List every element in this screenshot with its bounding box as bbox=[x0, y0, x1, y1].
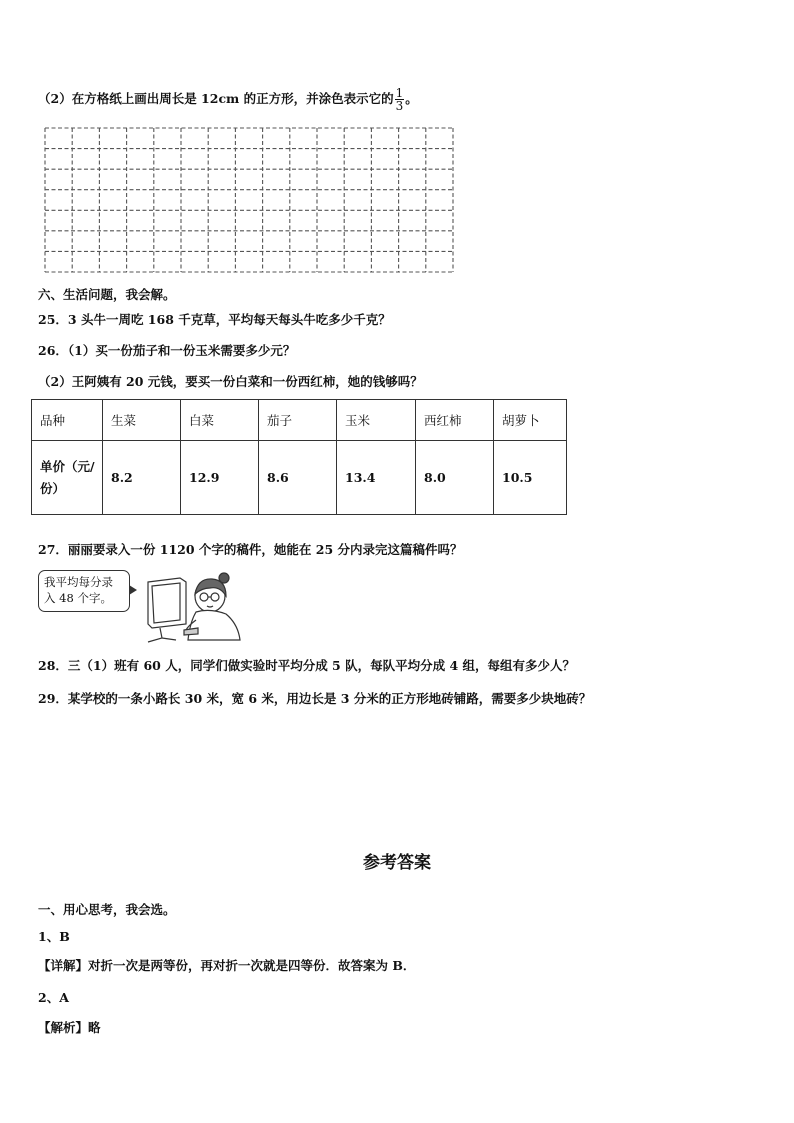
table-header-cell: 西红柿 bbox=[416, 400, 494, 441]
answer-1: 1、B bbox=[38, 929, 70, 944]
section-heading-life-problems: 六、生活问题，我会解。 bbox=[38, 287, 176, 302]
table-header-cell: 生菜 bbox=[103, 400, 181, 441]
table-cell: 10.5 bbox=[494, 441, 567, 515]
answer-2: 2、A bbox=[38, 990, 69, 1005]
question-26-part2: （2）王阿姨有 20 元钱，要买一份白菜和一份西红柿，她的钱够吗？ bbox=[38, 374, 423, 389]
question-27: 27．丽丽要录入一份 1120 个字的稿件，她能在 25 分内录完这篇稿件吗？ bbox=[38, 542, 463, 557]
table-header-cell: 茄子 bbox=[259, 400, 337, 441]
bubble-line2: 入 48 个字。 bbox=[44, 591, 112, 605]
table-header-cell: 品种 bbox=[32, 400, 103, 441]
table-header-cell: 玉米 bbox=[337, 400, 416, 441]
table-cell: 12.9 bbox=[181, 441, 259, 515]
answer-2-detail: 【解析】略 bbox=[38, 1020, 101, 1035]
table-header-cell: 胡萝卜 bbox=[494, 400, 567, 441]
table-header-cell: 白菜 bbox=[181, 400, 259, 441]
table-cell: 8.6 bbox=[259, 441, 337, 515]
fraction-numerator: 1 bbox=[395, 86, 404, 100]
table-header-row bbox=[32, 400, 567, 441]
unit-price-label bbox=[32, 441, 103, 515]
answer-section-1-heading: 一、用心思考，我会选。 bbox=[38, 902, 176, 917]
fraction-denominator: 3 bbox=[395, 99, 404, 113]
girl-at-computer-illustration bbox=[140, 568, 242, 644]
dashed-grid-paper[interactable] bbox=[42, 125, 456, 275]
answer-1-detail: 【详解】对折一次是两等份，再对折一次就是四等份．故答案为 B． bbox=[38, 958, 416, 973]
unit-label-line2: 份） bbox=[40, 480, 66, 496]
question-28: 28．三（1）班有 60 人，同学们做实验时平均分成 5 队，每队平均分成 4 组，每组有多少人？ bbox=[38, 658, 575, 673]
bubble-line1: 我平均每分录 bbox=[44, 575, 113, 589]
price-table bbox=[31, 399, 567, 515]
table-cell: 8.2 bbox=[103, 441, 181, 515]
question-square-drawing bbox=[38, 87, 418, 112]
question-29: 29．某学校的一条小路长 30 米，宽 6 米，用边长是 3 分米的正方形地砖铺路，需要多少块地砖？ bbox=[38, 691, 592, 706]
fraction-one-third bbox=[395, 87, 405, 112]
question-text: （2）在方格纸上画出周长是 12cm 的正方形，并涂色表示它的 bbox=[38, 91, 394, 106]
answer-key-title: 参考答案 bbox=[363, 853, 431, 873]
question-25: 25．3 头牛一周吃 168 千克草，平均每天每头牛吃多少千克？ bbox=[38, 312, 391, 327]
table-cell: 13.4 bbox=[337, 441, 416, 515]
question-end: 。 bbox=[405, 91, 418, 106]
question-26-part1: 26．（1）买一份茄子和一份玉米需要多少元？ bbox=[38, 343, 296, 358]
table-row bbox=[32, 441, 567, 515]
unit-label-line1: 单价（元/ bbox=[40, 458, 95, 474]
speech-bubble bbox=[38, 570, 130, 612]
table-cell: 8.0 bbox=[416, 441, 494, 515]
